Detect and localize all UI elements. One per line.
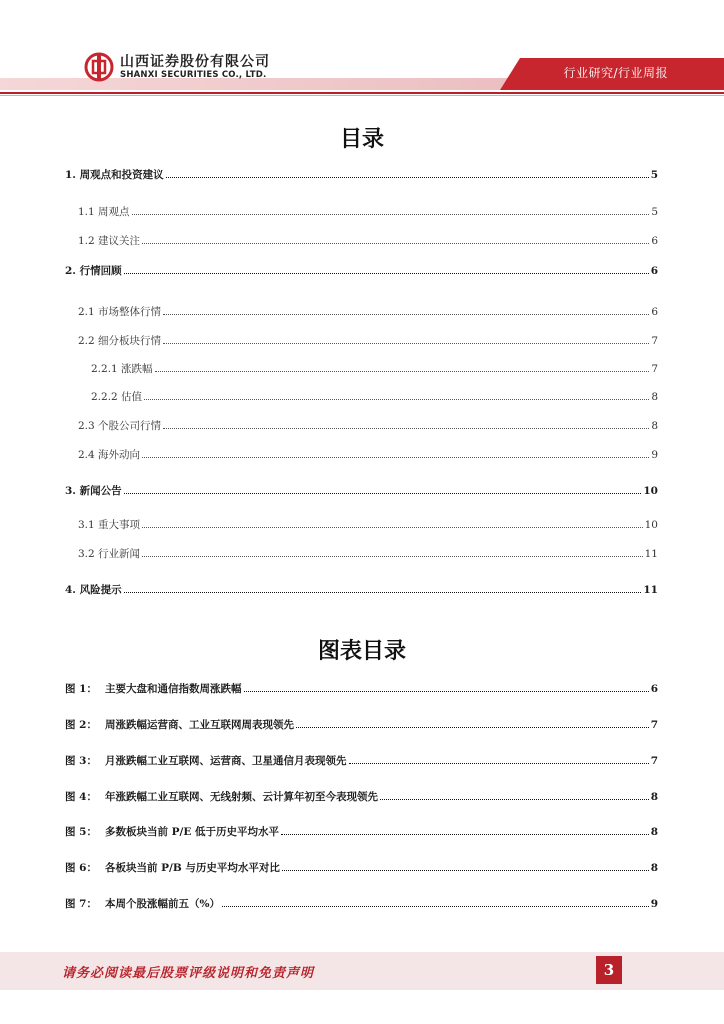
figure-entry[interactable] [65,859,658,875]
figure-entry-label [65,789,379,805]
toc-leader-dots [163,303,649,315]
toc-leader-dots [142,545,643,557]
figure-caption: 多数板块当前 P/E 低于历史平均水平 [105,826,280,838]
toc-entry-page: 5 [650,169,658,181]
toc-entry-page: 8 [651,420,658,432]
figure-number: 图 2： [65,719,97,731]
toc-entry-page: 6 [651,235,658,247]
figure-entry-page: 6 [650,683,658,695]
header-divider-thin [0,95,724,96]
toc-entry-label: 1.2 建议关注 [78,235,141,247]
figure-entry-page: 8 [650,862,658,874]
figure-entry[interactable] [65,752,658,768]
toc-leader-dots [142,232,649,244]
toc-leader-dots [144,388,649,400]
figure-entry[interactable] [65,716,658,732]
figure-leader-dots [380,788,649,800]
figure-number: 图 1： [65,683,97,695]
figure-entry[interactable] [65,788,658,804]
company-name-en: SHANXI SECURITIES CO., LTD. [120,69,267,80]
figure-entry-page: 8 [650,826,658,838]
toc-entry[interactable] [91,360,658,376]
toc-entry-label: 4. 风险提示 [65,584,122,596]
toc-entry-page: 11 [643,584,658,596]
company-name-cn: 山西证券股份有限公司 [120,53,270,70]
toc-leader-dots [124,262,649,274]
toc-entry[interactable] [65,581,658,597]
figure-caption: 月涨跌幅工业互联网、运营商、卫星通信月表现领先 [105,755,347,767]
figure-caption: 各板块当前 P/B 与历史平均水平对比 [105,862,280,874]
toc-entry-label: 2.4 海外动向 [78,449,141,461]
toc-leader-dots [166,166,649,178]
toc-entry-label: 2.2 细分板块行情 [78,335,162,347]
toc-entry[interactable] [78,232,658,248]
toc-leader-dots [155,360,650,372]
figure-number: 图 7： [65,898,97,910]
toc-leader-dots [124,482,642,494]
figure-entry-label [65,896,221,912]
report-category: 行业研究/行业周报 [563,66,668,80]
toc-leader-dots [142,446,649,458]
figure-leader-dots [282,859,649,871]
header-divider [0,92,724,94]
company-logo [84,52,270,82]
toc-entry-label: 3.2 行业新闻 [78,548,141,560]
footer-disclaimer: 请务必阅读最后股票评级说明和免责声明 [62,966,315,981]
toc-entry[interactable] [91,388,658,404]
toc-entry[interactable] [78,545,658,561]
toc-title: 目录 [339,127,384,152]
toc-entry-page: 6 [650,265,658,277]
figure-number: 图 3： [65,755,97,767]
figure-entry-page: 7 [650,719,658,731]
company-logo-icon [84,52,114,82]
figure-entry-page: 7 [650,755,658,767]
toc-entry-label: 2. 行情回顾 [65,265,122,277]
figure-caption: 本周个股涨幅前五（%） [105,898,220,910]
toc-leader-dots [132,203,650,215]
toc-entry-page: 10 [643,485,658,497]
toc-entry-page: 8 [651,391,658,403]
toc-entry-label: 2.1 市场整体行情 [78,306,162,318]
figure-number: 图 5： [65,826,97,838]
figures-toc-title: 图表目录 [317,639,406,664]
toc-entry-label: 2.2.2 估值 [91,391,143,403]
figure-caption: 主要大盘和通信指数周涨跌幅 [105,683,242,695]
figure-entry[interactable] [65,680,658,696]
toc-entry-label: 1.1 周观点 [78,206,130,218]
toc-entry-label: 2.3 个股公司行情 [78,420,162,432]
toc-entry[interactable] [65,166,658,182]
toc-entry[interactable] [78,446,658,462]
toc-entry-page: 5 [651,206,658,218]
toc-entry[interactable] [65,482,658,498]
figure-number: 图 6： [65,862,97,874]
figure-entry-label [65,860,281,876]
toc-entry-label: 3. 新闻公告 [65,485,122,497]
toc-entry[interactable] [78,203,658,219]
figure-leader-dots [281,823,649,835]
figure-caption: 周涨跌幅运营商、工业互联网周表现领先 [105,719,294,731]
toc-leader-dots [163,417,649,429]
figure-leader-dots [222,895,649,907]
page-number: 3 [596,956,622,984]
toc-entry[interactable] [78,516,658,532]
figure-number: 图 4： [65,791,97,803]
figure-entry-page: 8 [650,791,658,803]
toc-entry-label: 1. 周观点和投资建议 [65,169,164,181]
toc-leader-dots [142,516,643,528]
toc-entry-page: 6 [651,306,658,318]
figure-entry-page: 9 [650,898,658,910]
toc-entry[interactable] [78,332,658,348]
toc-entry-page: 10 [644,519,658,531]
toc-entry[interactable] [65,262,658,278]
figure-entry-label [65,717,295,733]
figure-entry-label [65,681,243,697]
toc-leader-dots [163,332,649,344]
figure-entry-label [65,824,280,840]
toc-entry-page: 11 [644,548,658,560]
toc-entry-page: 7 [651,335,658,347]
toc-entry-label: 3.1 重大事项 [78,519,141,531]
toc-entry-page: 9 [651,449,658,461]
figure-entry-label [65,753,348,769]
toc-leader-dots [124,581,642,593]
figure-leader-dots [296,716,649,728]
toc-entry[interactable] [78,303,658,319]
figure-leader-dots [349,752,649,764]
figure-entry[interactable] [65,823,658,839]
toc-entry[interactable] [78,417,658,433]
figure-entry[interactable] [65,895,658,911]
page-header [0,0,724,100]
toc-entry-page: 7 [651,363,658,375]
figure-leader-dots [244,680,649,692]
toc-entry-label: 2.2.1 涨跌幅 [91,363,153,375]
figure-caption: 年涨跌幅工业互联网、无线射频、云计算年初至今表现领先 [105,791,378,803]
